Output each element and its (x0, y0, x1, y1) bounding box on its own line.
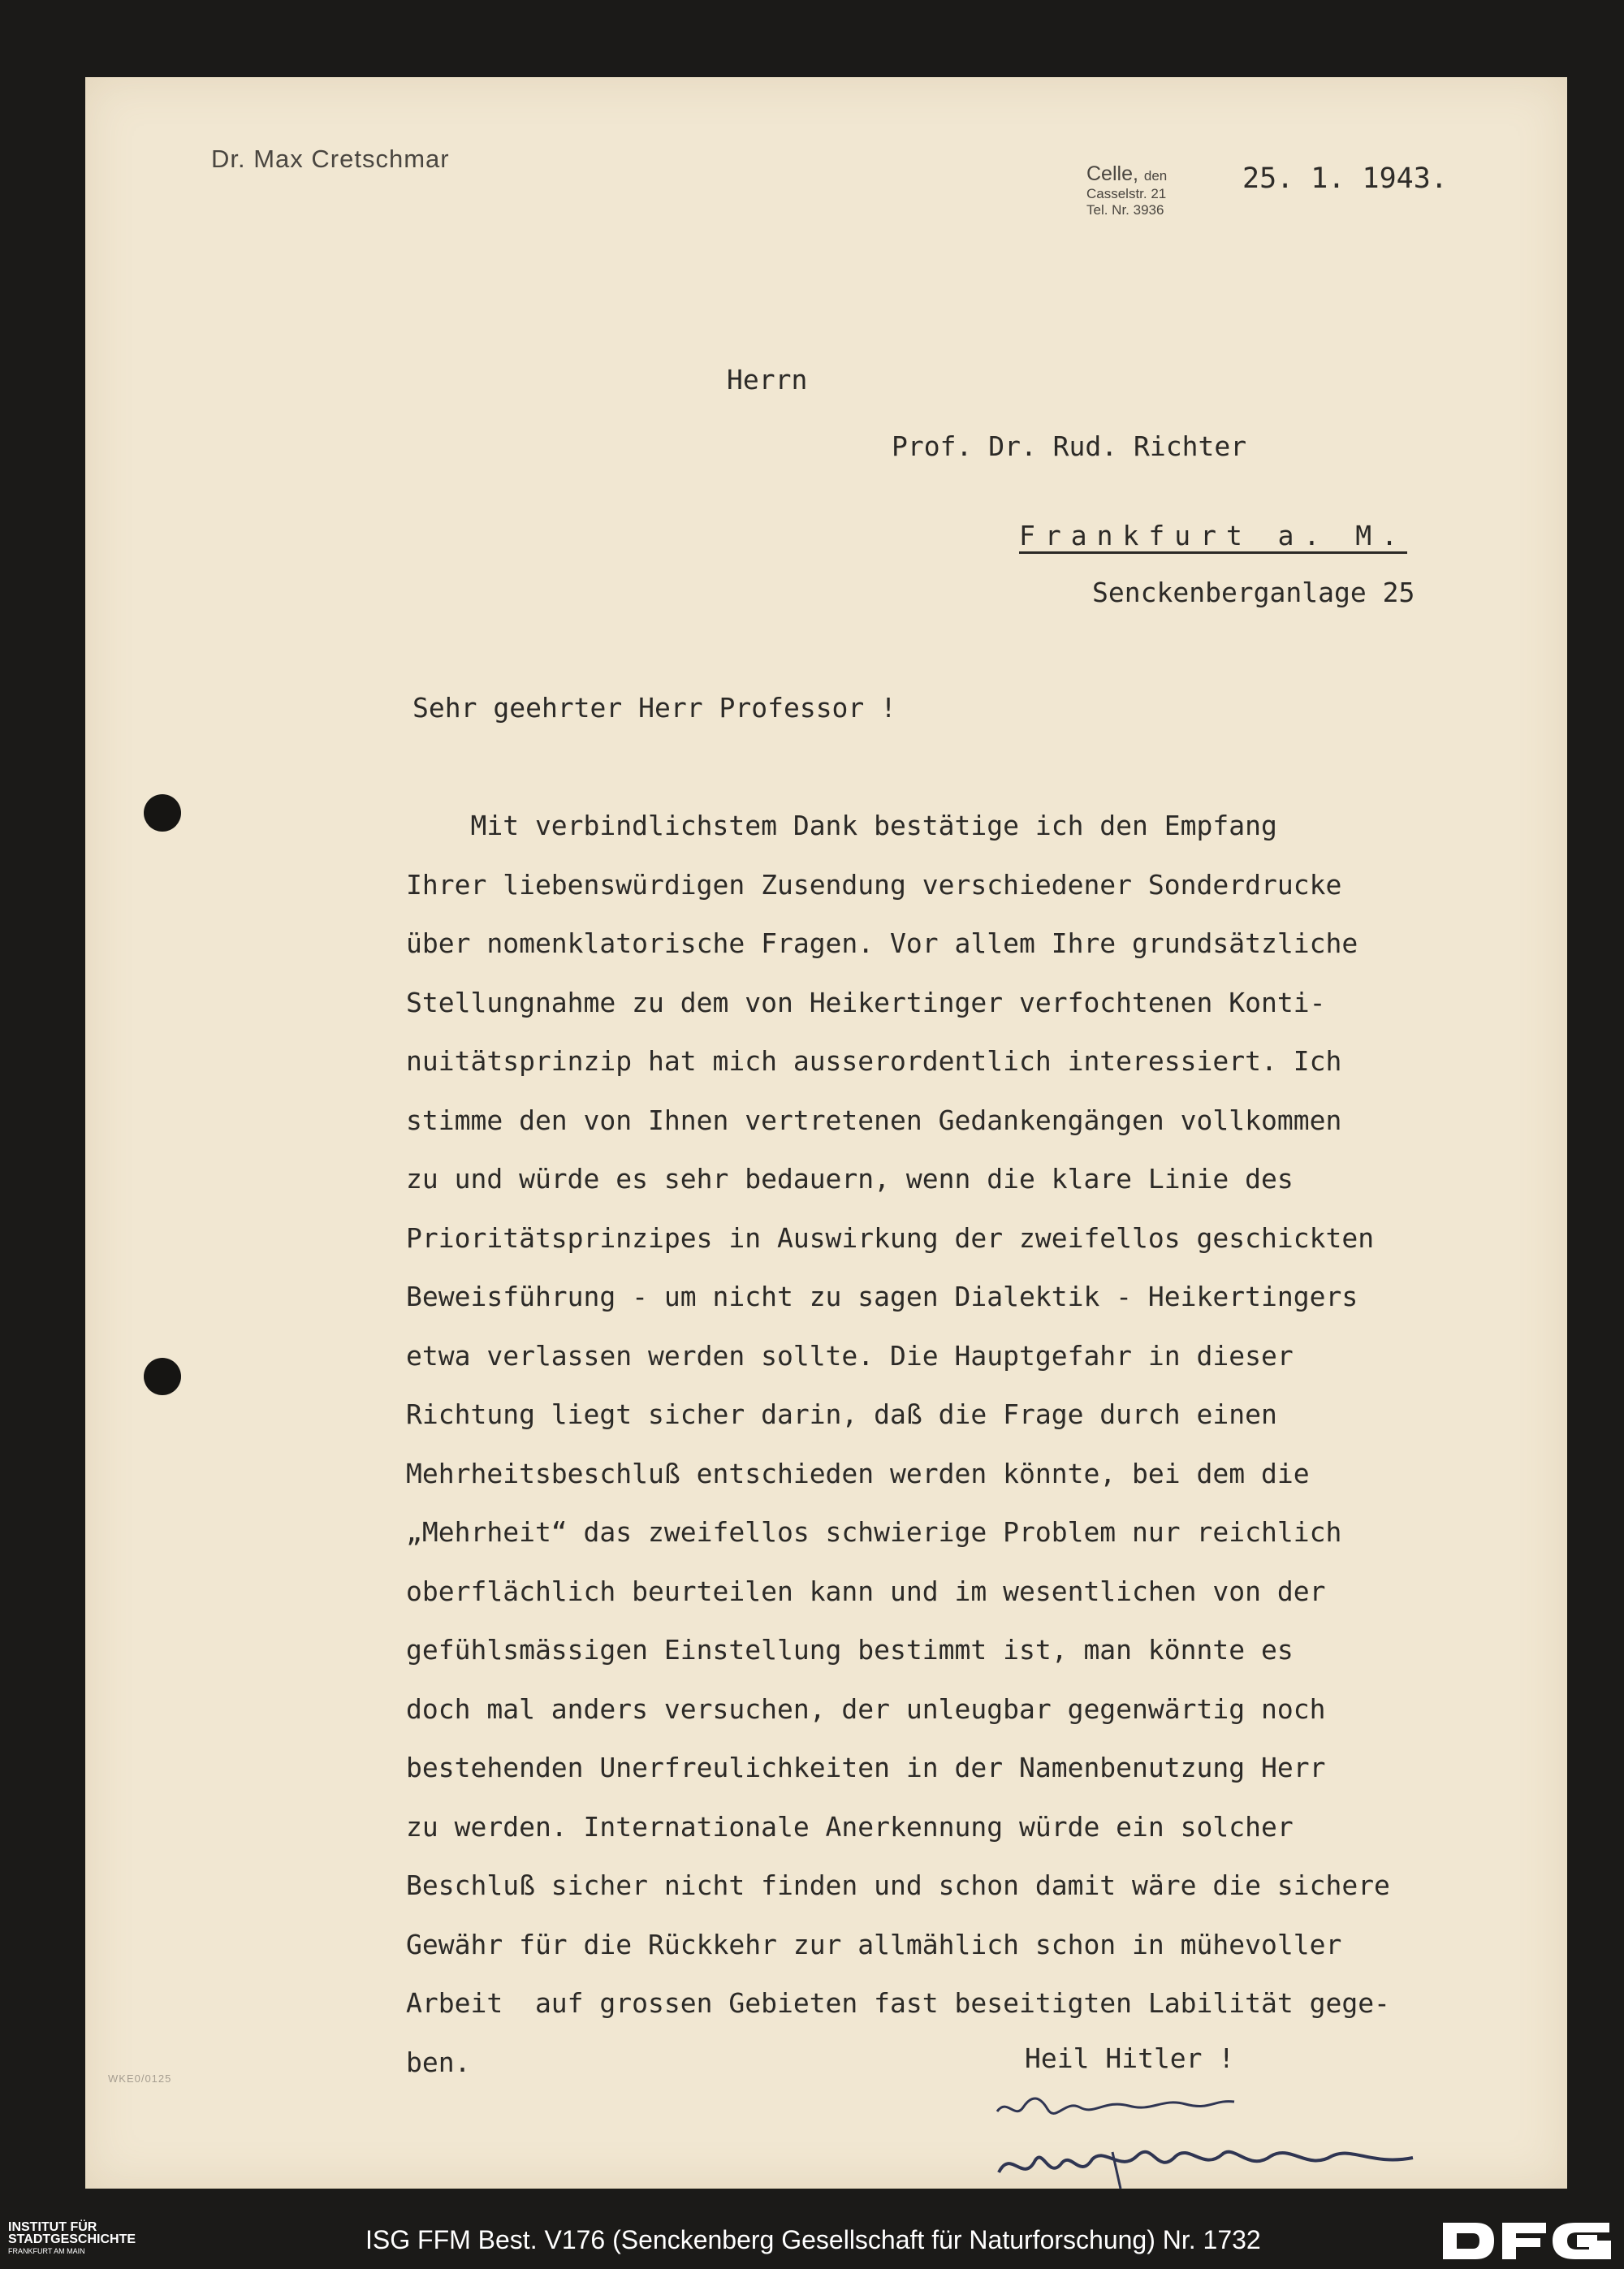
closing: Heil Hitler ! (1025, 2042, 1235, 2074)
letterhead-street: Casselstr. 21 (1086, 186, 1167, 201)
body-line: Mit verbindlichstem Dank bestätige ich den Empfang (406, 810, 1277, 841)
punch-hole (144, 1358, 181, 1395)
body-line: ben. (406, 2046, 471, 2078)
institute-logo: INSTITUT FÜR STADTGESCHICHTE FRANKFURT AM MAIN (8, 2220, 136, 2255)
footer-caption: ISG FFM Best. V176 (Senckenberg Gesellschaft für Naturforschung) Nr. 1732 (365, 2225, 1261, 2254)
letterhead-city: Celle, den (1086, 162, 1168, 185)
letter-date: 25. 1. 1943. (1242, 162, 1448, 195)
body-line: Ihrer liebenswürdigen Zusendung verschiedener Sonderdrucke (406, 868, 1342, 901)
body-line: Beweisführung - um nicht zu sagen Dialektik - Heikertingers (406, 1281, 1358, 1312)
recipient-street: Senckenberganlage 25 (1092, 577, 1415, 608)
greeting: Sehr geehrter Herr Professor ! (412, 692, 897, 724)
body-line: Richtung liegt sicher darin, daß die Frage durch einen (406, 1398, 1277, 1430)
body-line: oberflächlich beurteilen kann und im wesentlichen von der (406, 1575, 1326, 1607)
body-line: über nomenklatorische Fragen. Vor allem Ihre grundsätzliche (406, 927, 1358, 959)
recipient-name: Prof. Dr. Rud. Richter (892, 430, 1247, 462)
footer-bar (0, 2209, 1624, 2269)
archive-mark: WKE0/0125 (108, 2072, 172, 2085)
letterhead-phone: Tel. Nr. 3936 (1086, 202, 1164, 218)
body-line: etwa verlassen werden sollte. Die Hauptgefahr in dieser (406, 1339, 1294, 1372)
body-line: Stellungnahme zu dem von Heikertinger verfochtenen Konti- (406, 986, 1326, 1018)
body-line: bestehenden Unerfreulichkeiten in der Namenbenutzung Herr (406, 1752, 1326, 1783)
body-line: Arbeit auf grossen Gebieten fast beseitigten Labilität gege- (406, 1987, 1390, 2019)
body-line: nuitätsprinzip hat mich ausserordentlich interessiert. Ich (406, 1045, 1342, 1077)
body-line: zu werden. Internationale Anerkennung würde ein solcher (406, 1810, 1294, 1843)
body-line: doch mal anders versuchen, der unleugbar gegenwärtig noch (406, 1692, 1326, 1725)
letterhead-address (1086, 162, 1167, 218)
dfg-logo (1439, 2219, 1618, 2263)
body-line: Prioritätsprinzipes in Auswirkung der zweifellos geschickten (406, 1221, 1375, 1254)
body-line: gefühlsmässigen Einstellung bestimmt ist, man könnte es (406, 1634, 1294, 1666)
letterhead-name: Dr. Max Cretschmar (211, 145, 450, 173)
body-line: Mehrheitsbeschluß entschieden werden könnte, bei dem die (406, 1457, 1310, 1489)
punch-hole (144, 794, 181, 832)
body-line: stimme den von Ihnen vertretenen Gedankengängen vollkommen (406, 1104, 1342, 1136)
body-line: „Mehrheit“ das zweifellos schwierige Problem nur reichlich (406, 1516, 1342, 1548)
recipient-title: Herrn (727, 364, 808, 395)
body-line: Gewähr für die Rückkehr zur allmählich schon in mühevoller (406, 1928, 1342, 1960)
body-line: zu und würde es sehr bedauern, wenn die klare Linie des (406, 1163, 1294, 1195)
recipient-city: Frankfurt a. M. (1019, 520, 1408, 551)
body-line: Beschluß sicher nicht finden und schon damit wäre die sichere (406, 1869, 1390, 1901)
